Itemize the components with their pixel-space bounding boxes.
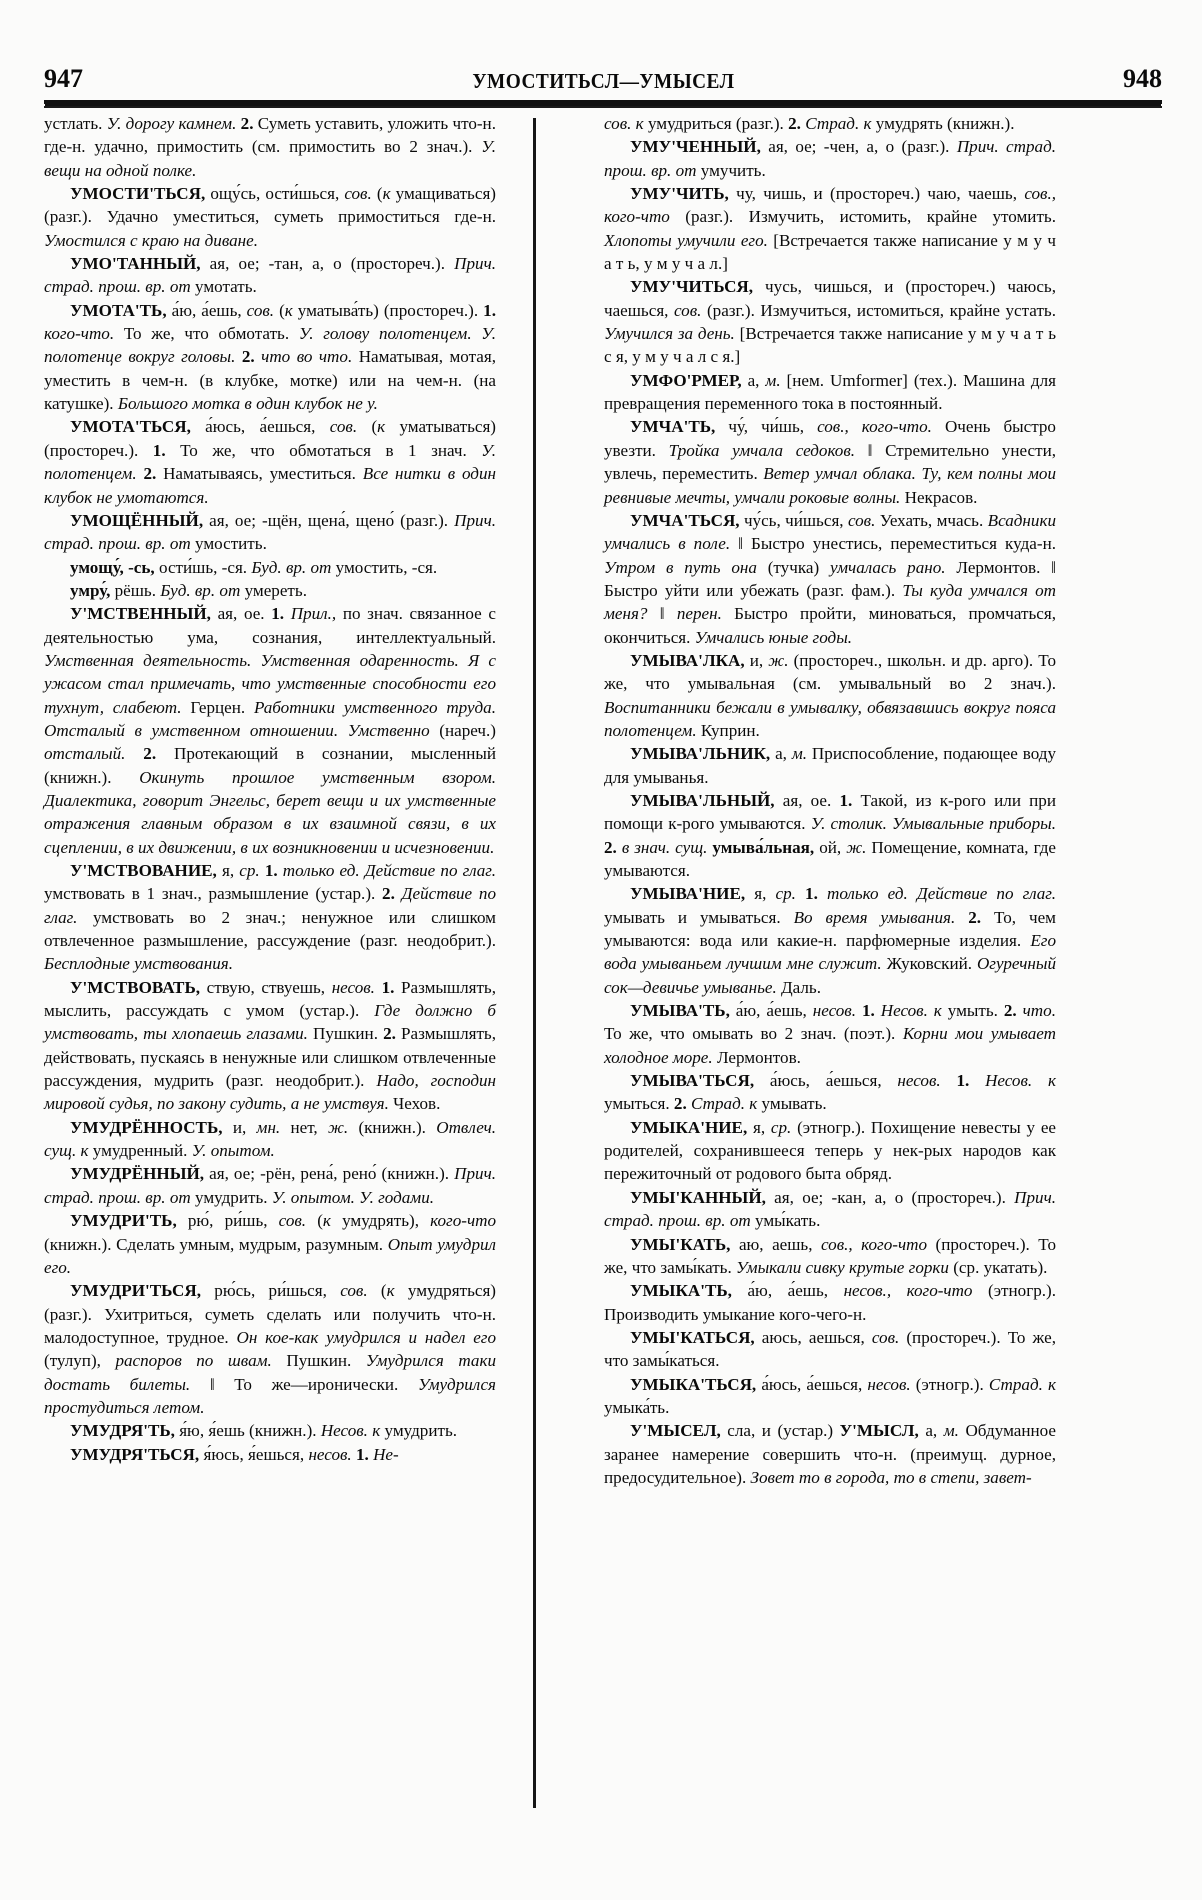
dictionary-entry: У'МСТВОВАТЬ, ствую, ствуешь, несов. 1. Размышлять, мыслить, рассуждать с умом (устар.). Где должно б умствовать, ты хлопаешь глазами. Пушкин. 2. Размышлять, действовать, пускаясь в ненужные или слишком отвлеченные рассуждения, мудрить (разг. неодобрит.). Надо, господин мировой судья, по закону судить, а не умствуя. Чехов. xyxy=(44,977,497,1114)
entry-continuation: сов. к умудриться (разг.). 2. Страд. к умудрять (книжн.). xyxy=(604,114,1015,133)
dictionary-entry: УМЫВА'ЛКА, и, ж. (простореч., школьн. и др. арго). То же, что умывальная (см. умывальный во 2 знач.). Воспитанники бежали в умывалку, обвязавшись вокруг пояса полотенцем. Куприн. xyxy=(604,650,1057,740)
dictionary-entry: умру́, рёшь. Буд. вр. от умереть. xyxy=(70,580,307,600)
dictionary-entry: УМОТА'ТЬ, а́ю, а́ешь, сов. (к уматыва́ть) (простореч.). 1. кого-что. То же, что обмотать. У. голову полотенцем. У. полотенце вокруг головы. 2. что во что. Наматывая, мотая, уместить в чем-н. (в клубке, мотке) или на чем-н. (на катушке). Большого мотка в один клубок не у. xyxy=(44,300,497,414)
column-right xyxy=(604,112,1056,1822)
dictionary-entry: УМУДРЯ'ТЬ, я́ю, я́ешь (книжн.). Несов. к умудрить. xyxy=(70,1421,458,1441)
dictionary-entry: УМУ'ЧИТЬСЯ, чусь, чишься, и (простореч.) чаюсь, чаешься, сов. (разг.). Измучиться, истомиться, крайне устать. Умучился за день. [Встречается также написание у м у ч а т ь с я, у м у ч а л с я.] xyxy=(604,277,1056,367)
dictionary-entry: УМОТА'ТЬСЯ, а́юсь, а́ешься, сов. (к уматываться) (простореч.). 1. То же, что обмотаться в 1 знач. У. полотенцем. 2. Наматываясь, уместиться. Все нитки в один клубок не умотаются. xyxy=(44,417,497,507)
dictionary-entry: У'МСТВЕННЫЙ, ая, ое. 1. Прил., по знач. связанное с деятельностью ума, сознания, интеллектуальный. Умственная деятельность. Умственная одаренность. Я с ужасом стал примечать, что умственные способности его тухнут, слабеют. Герцен. Работники умственного труда. Отсталый в умственном отношении. Умственно (нареч.) отсталый. 2. Протекающий в сознании, мысленный (книжн.). Окинуть прошлое умственным взором. Диалектика, говорит Энгельс, берет вещи и их умственные отражения главным образом в их взаимной связи, в их сцеплении, в их движении, в их возникновении и исчезновении. xyxy=(44,604,496,857)
text-body xyxy=(44,112,1162,1822)
dictionary-entry: УМОСТИ'ТЬСЯ, ощу́сь, ости́шься, сов. (к умащиваться) (разг.). Удачно уместиться, суметь примоститься где-н. Умостился с краю на диване. xyxy=(44,184,496,250)
dictionary-entry: умощу́, -сь, ости́шь, -ся. Буд. вр. от умостить, -ся. xyxy=(70,557,438,577)
dictionary-entry: УМУДРЁННОСТЬ, и, мн. нет, ж. (книжн.). Отвлеч. сущ. к умудренный. У. опытом. xyxy=(44,1117,496,1161)
page-number-right: 948 xyxy=(1122,64,1162,93)
page-number-left: 947 xyxy=(44,64,83,93)
dictionary-entry: УМОЩЁННЫЙ, ая, ое; -щён, щена́, щено́ (разг.). Прич. страд. прош. вр. от умостить. xyxy=(44,510,496,554)
dictionary-entry: УМЫКА'НИЕ, я, ср. (этногр.). Похищение невесты у ее родителей, сохранившееся теперь у нек-рых народов как пережиточный от родового быта обряд. xyxy=(604,1117,1056,1184)
dictionary-entry: УМЫВА'ЛЬНЫЙ, ая, ое. 1. Такой, из к-рого или при помощи к-рого умываются. У. столик. Умывальные приборы. 2. в знач. сущ. умыва́льная, ой, ж. Помещение, комната, где умываются. xyxy=(604,790,1057,880)
dictionary-entry: УМЫВА'ТЬ, а́ю, а́ешь, несов. 1. Несов. к умыть. 2. что. То же, что омывать во 2 знач. (поэт.). Корни мои умывает холодное море. Лермонтов. xyxy=(604,1001,1056,1067)
header-rule xyxy=(44,100,1162,104)
entry-continuation: устлать. У. дорогу камнем. 2. Суметь уставить, уложить что-н. где-н. удачно, примостить (см. примостить во 2 знач.). У. вещи на одной полке. xyxy=(44,114,496,180)
dictionary-entry: УМУДРИ'ТЬСЯ, рю́сь, ри́шься, сов. (к умудряться) (разг.). Ухитриться, суметь сделать или получить что-н. малодоступное, трудное. Он кое-как умудрился и надел его (тулуп), распоров по швам. Пушкин. Умудрился таки достать билеты. ‖ То же—иронически. Умудрился простудиться летом. xyxy=(44,1281,497,1417)
running-title: УМОСТИТЬСЛ—УМЫСЕЛ xyxy=(471,69,735,93)
dictionary-entry: УМФО'РМЕР, а, м. [нем. Umformer] (тех.). Машина для превращения переменного тока в постоянный. xyxy=(604,370,1056,414)
dictionary-entry: УМЫКА'ТЬСЯ, а́юсь, а́ешься, несов. (этногр.). Страд. к умыка́ть. xyxy=(604,1374,1056,1417)
dictionary-entry: У'МСТВОВАНИЕ, я, ср. 1. только ед. Действие по глаг. умствовать в 1 знач., размышление (устар.). 2. Действие по глаг. умствовать во 2 знач.; ненужное или слишком отвлеченное размышление, рассуждение (разг. неодобрит.). Бесплодные умствования. xyxy=(44,861,496,974)
dictionary-entry: УМО'ТАННЫЙ, ая, ое; -тан, а, о (простореч.). Прич. страд. прош. вр. от умотать. xyxy=(44,254,496,297)
dictionary-entry: УМЫ'КАТЬСЯ, аюсь, аешься, сов. (простореч.). То же, что замы́каться. xyxy=(604,1327,1056,1371)
dictionary-entry: УМУДРЯ'ТЬСЯ, я́юсь, я́ешься, несов. 1. Не- xyxy=(70,1444,399,1464)
dictionary-entry: УМЧА'ТЬ, чу́, чи́шь, сов., кого-что. Очень быстро увезти. Тройка умчала седоков. ‖ Стремительно унести, увлечь, переместить. Ветер умчал облака. Ту, кем полны мои ревнивые мечты, умчали роковые волны. Некрасов. xyxy=(604,417,1056,507)
dictionary-entry: УМУДРЁННЫЙ, ая, ое; -рён, рена́, рено́ (книжн.). Прич. страд. прош. вр. от умудрить. У. опытом. У. годами. xyxy=(44,1164,496,1207)
dictionary-entry: УМУДРИ'ТЬ, рю́, ри́шь, сов. (к умудрять), кого-что (книжн.). Сделать умным, мудрым, разумным. Опыт умудрил его. xyxy=(44,1211,497,1277)
dictionary-entry: УМЧА'ТЬСЯ, чу́сь, чи́шься, сов. Уехать, мчась. Всадники умчались в поле. ‖ Быстро унестись, переместиться куда-н. Утром в путь она (тучка) умчалась рано. Лермонтов. ‖ Быстро уйти или убежать (разг. фам.). Ты куда умчался от меня? ‖ перен. Быстро пройти, миноваться, промчаться, окончиться. Умчались юные годы. xyxy=(604,510,1056,647)
dictionary-entry: УМУ'ЧИТЬ, чу, чишь, и (простореч.) чаю, чаешь, сов., кого-что (разг.). Измучить, истомить, крайне утомить. Хлопоты умучили его. [Встречается также написание у м у ч а т ь, у м у ч а л.] xyxy=(604,184,1056,274)
dictionary-entry: УМУ'ЧЕННЫЙ, ая, ое; -чен, а, о (разг.). Прич. страд. прош. вр. от умучить. xyxy=(604,137,1056,180)
dictionary-entry: УМЫВА'НИЕ, я, ср. 1. только ед. Действие по глаг. умывать и умываться. Во время умывания. 2. То, чем умываются: вода или какие-н. парфюмерные изделия. Его вода умываньем лучшим мне служит. Жуковский. Огуречный сок—девичье умыванье. Даль. xyxy=(604,884,1056,997)
dictionary-entry: УМЫВА'ЛЬНИК, а, м. Приспособление, подающее воду для умыванья. xyxy=(604,744,1056,787)
dictionary-entry: УМЫ'КАТЬ, аю, аешь, сов., кого-что (простореч.). То же, что замы́кать. Умыкали сивку крутые горки (ср. укатать). xyxy=(604,1234,1057,1277)
dictionary-entry: УМЫВА'ТЬСЯ, а́юсь, а́ешься, несов. 1. Несов. к умыться. 2. Страд. к умывать. xyxy=(604,1071,1056,1114)
dictionary-entry: УМЫ'КАННЫЙ, ая, ое; -кан, а, о (простореч.). Прич. страд. прош. вр. от умы́кать. xyxy=(604,1187,1056,1231)
column-left xyxy=(44,112,496,1822)
dictionary-entry: У'МЫСЕЛ, сла, и (устар.) У'МЫСЛ, а, м. Обдуманное заранее намерение совершить что-н. (преимущ. дурное, предосудительное). Зовет то в города, то в степи, завет- xyxy=(604,1421,1056,1487)
running-head xyxy=(44,58,1162,92)
dictionary-entry: УМЫКА'ТЬ, а́ю, а́ешь, несов., кого-что (этногр.). Производить умыкание кого-чего-н. xyxy=(604,1281,1057,1324)
